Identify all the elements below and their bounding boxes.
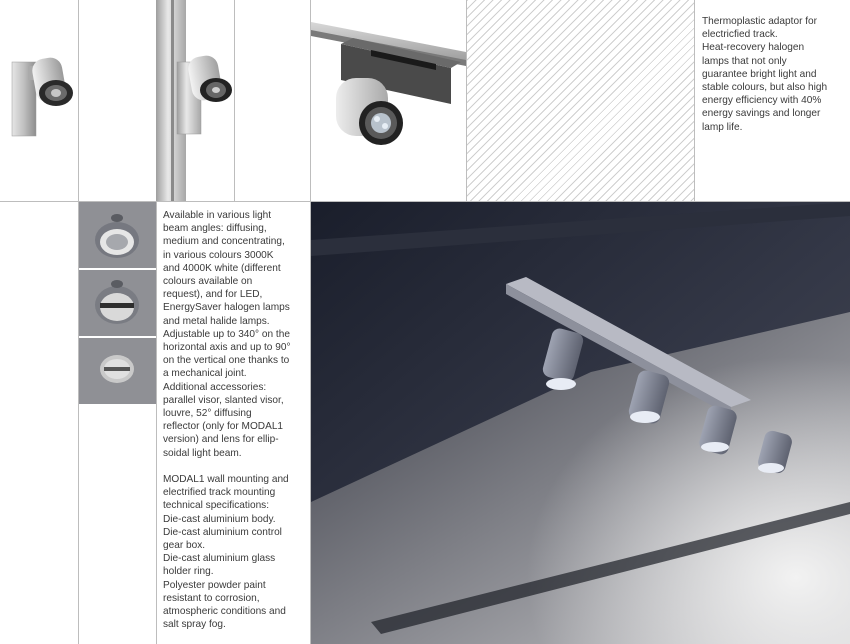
beam-options-description-text: Available in various light beam angles: diffusing, medium and concentrating, in various colours 3000K and 4000K white (different colours available on request), and for LED, EnergySaver halogen lamps and metal halide lamps. Adjustable up to 340° on the horizontal axis and up to 90° on the vertical one thanks to a mechanical joint. Additional accessories: parallel visor, slanted visor, louvre, 52° diffusing reflector (only for MODAL1 version) and lens for ellip- soidal light beam. bbox=[163, 210, 291, 459]
hatched-placeholder-panel bbox=[467, 0, 694, 201]
column-divider bbox=[234, 0, 235, 201]
technical-specifications-text: MODAL1 wall mounting and electrified track mounting technical specifications: Die-cast aluminium body. Die-cast aluminium control gear box. Die-cast aluminium glass holder ring. Polyester powder paint resistant to corrosion, atmospheric conditions and salt spray fog. bbox=[163, 474, 289, 631]
column-divider bbox=[694, 0, 695, 201]
installation-photo bbox=[311, 202, 850, 644]
product-image-track-adaptor bbox=[311, 0, 466, 201]
accessory-thumb-visor bbox=[79, 270, 156, 336]
accessory-thumb-louvre bbox=[79, 202, 156, 268]
product-image-wall-spot bbox=[0, 0, 78, 201]
adaptor-description-text: Thermoplastic adaptor for electricfied track. Heat-recovery halogen lamps that not only guarantee bright light and stable colours, but also high energy efficiency with 40% energy savings and longer lamp life. bbox=[702, 16, 828, 133]
accessory-thumb-lens bbox=[79, 338, 156, 404]
product-image-track-spot bbox=[156, 0, 234, 201]
